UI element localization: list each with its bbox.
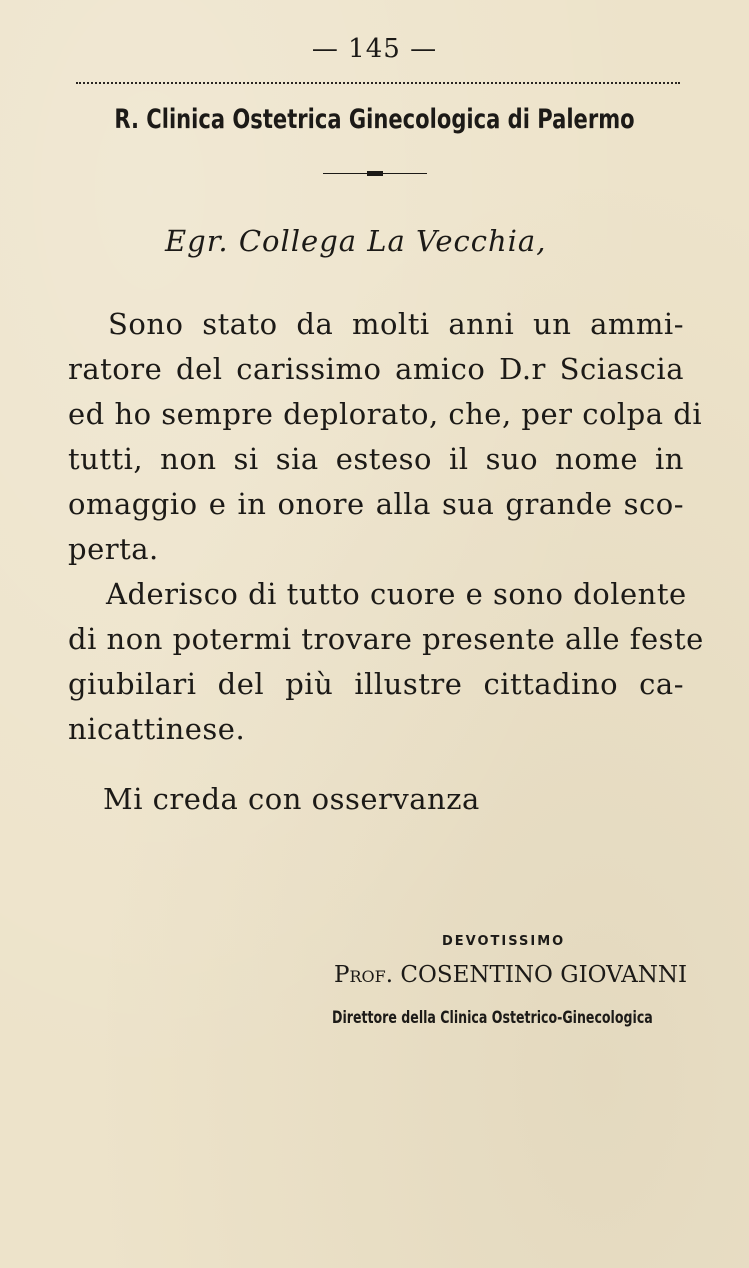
institution-heading: R. Clinica Ostetrica Ginecologica di Palermo: [114, 104, 635, 135]
body-line: omaggio e in onore alla sua grande sco-: [68, 487, 684, 521]
body-line: Sono stato da molti anni un ammi-: [108, 307, 684, 341]
letter-closing: Mi creda con osservanza: [103, 782, 480, 816]
dotted-divider: [76, 82, 680, 84]
signatory-name: COSENTINO GIOVANNI: [400, 962, 688, 988]
ornamental-rule: [323, 171, 427, 177]
body-line: ratore del carissimo amico D.r Sciascia: [68, 352, 684, 386]
letter-body: [68, 302, 704, 752]
signatory-title: Direttore della Clinica Ostetrico-Ginecologica: [332, 1008, 653, 1028]
signatory-prefix: Prof.: [334, 962, 394, 988]
body-line: Aderisco di tutto cuore e sono dolente: [106, 577, 687, 611]
body-line: giubilari del più illustre cittadino ca-: [68, 667, 684, 701]
body-line: perta.: [68, 532, 159, 566]
valediction: DEVOTISSIMO: [442, 934, 566, 949]
letter-salutation: Egr. Collega La Vecchia,: [165, 224, 547, 258]
body-line: tutti, non si sia esteso il suo nome in: [68, 442, 684, 476]
body-line: di non potermi trovare presente alle feste: [68, 622, 704, 656]
signatory-name-line: [334, 962, 687, 988]
page-number: — 145 —: [311, 34, 438, 64]
ornament-center-mark: [367, 171, 383, 176]
body-line: nicattinese.: [68, 712, 246, 746]
body-line: ed ho sempre deplorato, che, per colpa di: [68, 397, 703, 431]
